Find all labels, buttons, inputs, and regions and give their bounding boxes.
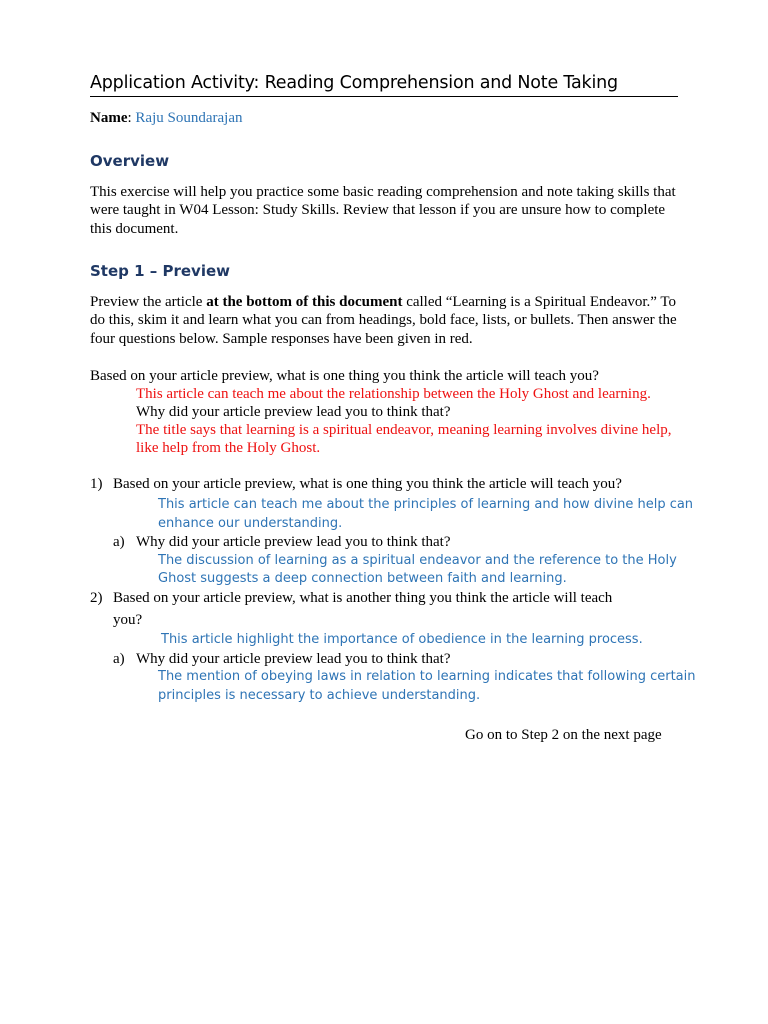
name-line: Name: Raju Soundarajan (90, 110, 243, 126)
sample-answer: This article can teach me about the relationship between the Holy Ghost and learning. (136, 386, 651, 402)
sample-followup-answer-1: The title says that learning is a spiritual endeavor, meaning learning involves divine help, (136, 422, 672, 438)
step1-intro-post: called “Learning is a Spiritual Endeavor.” To do this, skim it and learn what you can from headings, bold face, lists, or bullets. Then answer the four questions below. Sample responses have been given in red. (90, 294, 677, 347)
step1-heading: Step 1 – Preview (90, 262, 231, 280)
q2a-question: Why did your article preview lead you to think that? (136, 651, 451, 667)
q1a-answer-1: The discussion of learning as a spiritual endeavor and the reference to the Holy (158, 553, 677, 568)
q1-number: 1) (90, 476, 103, 492)
sample-followup: Why did your article preview lead you to think that? (136, 404, 451, 420)
q2-number: 2) (90, 590, 103, 606)
sample-question: Based on your article preview, what is one thing you think the article will teach you? (90, 368, 599, 384)
q2a-answer-2: principles is necessary to achieve understanding. (158, 688, 481, 703)
q2-question-2: you? (113, 612, 143, 628)
q2a-answer-1: The mention of obeying laws in relation to learning indicates that following certain (158, 669, 696, 684)
overview-heading: Overview (90, 152, 170, 170)
name-value: Raju Soundarajan (135, 110, 243, 126)
step1-intro-bold: at the bottom of this document (206, 294, 403, 310)
overview-text: This exercise will help you practice some basic reading comprehension and note taking skills that were taught in W04 Lesson: Study Skills. Review that lesson if you are unsure how to complete this document. (90, 184, 676, 237)
q1-answer-2: enhance our understanding. (158, 516, 343, 531)
q2-answer: This article highlight the importance of obedience in the learning process. (161, 632, 643, 647)
step1-intro (90, 293, 678, 348)
page-title: Application Activity: Reading Comprehension and Note Taking (90, 70, 678, 97)
name-label: Name (90, 110, 128, 126)
q1-question: Based on your article preview, what is one thing you think the article will teach you? (113, 476, 622, 492)
step1-intro-pre: Preview the article (90, 294, 207, 310)
q1a-number: a) (113, 534, 125, 550)
q2-question-1: Based on your article preview, what is another thing you think the article will teach (113, 590, 613, 606)
q1a-answer-2: Ghost suggests a deep connection between faith and learning. (158, 571, 567, 586)
sample-followup-answer-2: like help from the Holy Ghost. (136, 440, 321, 456)
q1a-question: Why did your article preview lead you to think that? (136, 534, 451, 550)
footer-note: Go on to Step 2 on the next page (465, 727, 662, 743)
q2a-number: a) (113, 651, 125, 667)
q1-answer-1: This article can teach me about the principles of learning and how divine help can (158, 497, 694, 512)
